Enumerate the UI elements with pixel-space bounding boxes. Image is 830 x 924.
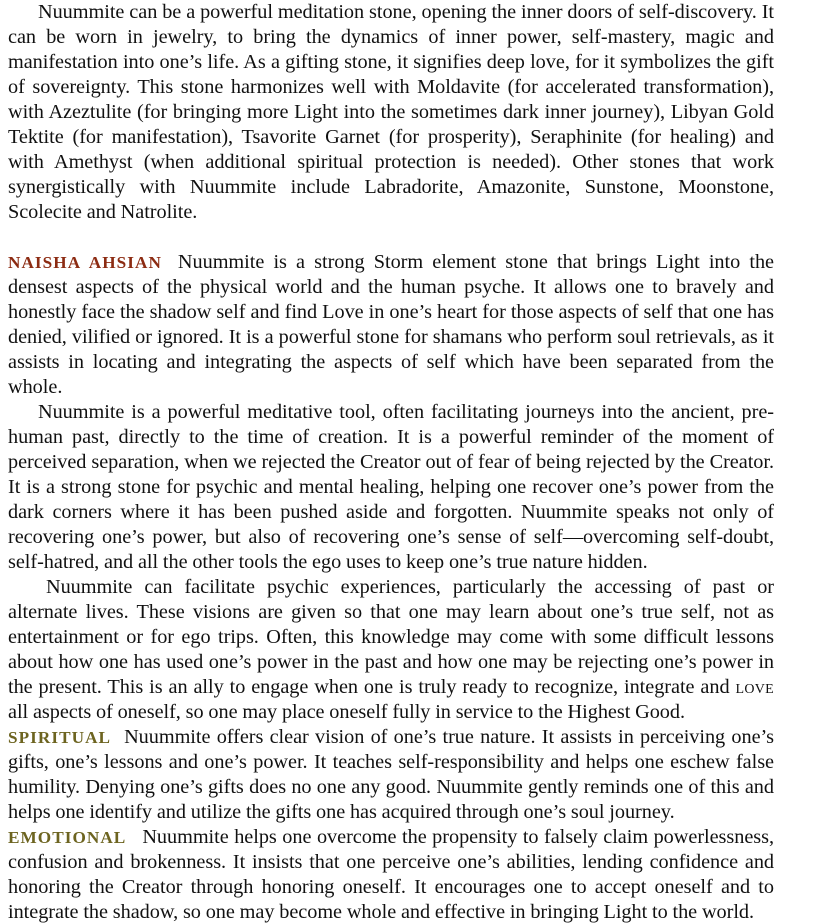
paragraph-emotional-text: Nuummite helps one overcome the propensity to falsely claim powerlessness, confusion and brokenness. It insists that one perceive one’s abilities, lending confidence and honoring the Creator through honoring oneself. It encourages one to accept oneself and to integrate the shadow, so one may become whole and effective in bringing Light to the world. [8, 826, 774, 923]
paragraph-naisha-3 [8, 575, 774, 725]
paragraph-naisha-3-text-b: all aspects of oneself, so one may place oneself fully in service to the Highest Good. [8, 701, 685, 723]
paragraph-emotional [8, 825, 774, 924]
paragraph-naisha-2: Nuummite is a powerful meditative tool, often facilitating journeys into the ancient, pre-human past, directly to the time of creation. It is a powerful reminder of the moment of perceived separation, when we rejected the Creator out of fear of being rejected by the Creator. It is a strong stone for psychic and mental healing, helping one recover one’s power from the dark corners where it has been pushed aside and forgotten. Nuummite speaks not only of recovering one’s power, but also of recovering one’s sense of self—overcoming self-doubt, self-hatred, and all the other tools the ego uses to keep one’s true nature hidden. [8, 401, 774, 573]
section-header-naisha-ahsian: NAISHA AHSIAN [8, 253, 162, 272]
paragraph-naisha-1 [8, 250, 774, 400]
paragraph-spiritual [8, 725, 774, 825]
text-column [8, 0, 774, 924]
paragraph-naisha-3-text-a: Nuummite can facilitate psychic experiences, particularly the accessing of past or alternate lives. These visions are given so that one may learn about one’s true self, not as entertainment or for ego trips. Often, this knowledge may come with some difficult lessons about how one has used one’s power in the past and how one may be rejecting one’s power in the present. This is an ally to engage when one is truly ready to recognize, integrate and [8, 576, 774, 698]
section-header-spiritual: SPIRITUAL [8, 728, 112, 747]
paragraph-spacer [8, 225, 774, 250]
emphasis-love-smallcaps: love [735, 676, 774, 698]
paragraph-naisha-1-text: Nuummite is a strong Storm element stone that brings Light into the densest aspects of the physical world and the human psyche. It allows one to bravely and honestly face the shadow self and find Love in one’s heart for those aspects of self that one has denied, vilified or ignored. It is a powerful stone for shamans who perform soul retrievals, as it assists in locating and integrating the aspects of self which have been separated from the whole. [8, 251, 774, 398]
section-header-emotional: EMOTIONAL [8, 828, 127, 847]
paragraph-spiritual-text: Nuummite offers clear vision of one’s true nature. It assists in perceiving one’s gifts, one’s lessons and one’s power. It teaches self-responsibility and helps one eschew false humility. Denying one’s gifts does no one any good. Nuummite gently reminds one of this and helps one identify and utilize the gifts one has acquired through one’s soul journey. [8, 726, 774, 823]
paragraph-intro: Nuummite can be a powerful meditation stone, opening the inner doors of self-discovery. It can be worn in jewelry, to bring the dynamics of inner power, self-mastery, magic and manifestation into one’s life. As a gifting stone, it signifies deep love, for it symbolizes the gift of sovereignty. This stone harmonizes well with Moldavite (for accelerated transformation), with Azeztulite (for bringing more Light into the sometimes dark inner journey), Libyan Gold Tektite (for manifestation), Tsavorite Garnet (for prosperity), Seraphinite (for healing) and with Amethyst (when additional spiritual protection is needed). Other stones that work synergistically with Nuummite include Labradorite, Amazonite, Sunstone, Moonstone, Scolecite and Natrolite. [8, 1, 774, 223]
